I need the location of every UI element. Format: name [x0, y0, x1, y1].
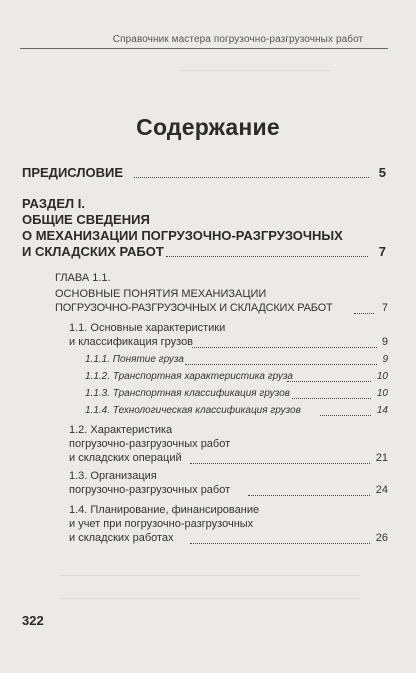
toc-leader	[166, 256, 368, 257]
page-number: 322	[22, 613, 44, 628]
running-head: Справочник мастера погрузочно-разгрузочных работ	[112, 34, 364, 45]
toc-item-label: 1.1.3. Транспортная классификация грузов	[85, 388, 290, 399]
toc-preface-page: 5	[378, 165, 386, 180]
toc-section-line: ОБЩИЕ СВЕДЕНИЯ	[22, 212, 150, 227]
toc-leader	[192, 347, 377, 348]
toc-section-line: О МЕХАНИЗАЦИИ ПОГРУЗОЧНО-РАЗГРУЗОЧНЫХ	[22, 228, 343, 243]
toc-item-label: 1.1.1. Понятие груза	[85, 354, 184, 365]
toc-leader	[248, 495, 370, 496]
toc-subsection-line: погрузочно-разгрузочных работ	[69, 438, 231, 450]
toc-subsection-line: и складских операций	[69, 452, 182, 464]
header-rule	[20, 48, 388, 49]
toc-item-page: 14	[376, 405, 388, 416]
toc-leader	[185, 364, 377, 365]
page-title: Содержание	[136, 114, 280, 140]
toc-chapter-line: ОСНОВНЫЕ ПОНЯТИЯ МЕХАНИЗАЦИИ	[55, 288, 267, 300]
toc-item-label: 1.1.4. Технологическая классификация грузов	[85, 405, 301, 416]
toc-leader	[292, 398, 371, 399]
toc-leader	[320, 415, 371, 416]
toc-subsection-line: 1.4. Планирование, финансирование	[69, 504, 260, 516]
toc-leader	[190, 463, 370, 464]
toc-chapter-line: ПОГРУЗОЧНО-РАЗГРУЗОЧНЫХ И СКЛАДСКИХ РАБОТ	[55, 302, 333, 314]
toc-preface-label: ПРЕДИСЛОВИЕ	[22, 165, 123, 180]
toc-subsection-page: 24	[375, 484, 388, 496]
toc-chapter-heading: ГЛАВА 1.1.	[55, 272, 111, 284]
toc-item-page: 9	[382, 354, 388, 365]
toc-subsection-line: и учет при погрузочно-разгрузочных	[69, 518, 254, 530]
toc-subsection-line: 1.3. Организация	[69, 470, 157, 482]
toc-leader	[134, 177, 369, 178]
toc-subsection-line: погрузочно-разгрузочных работ	[69, 484, 231, 496]
toc-leader	[190, 543, 370, 544]
toc-section-line: И СКЛАДСКИХ РАБОТ	[22, 244, 164, 259]
show-through-mark	[180, 70, 330, 71]
toc-subsection-page: 9	[381, 336, 388, 348]
toc-leader	[287, 381, 371, 382]
toc-subsection-page: 26	[375, 532, 388, 544]
toc-subsection-line: и классификация грузов	[69, 336, 194, 348]
toc-subsection-line: 1.1. Основные характеристики	[69, 322, 226, 334]
toc-subsection-line: 1.2. Характеристика	[69, 424, 173, 436]
show-through-mark	[60, 598, 360, 599]
toc-section-heading: РАЗДЕЛ I.	[22, 196, 85, 211]
toc-section-page: 7	[378, 244, 386, 259]
toc-subsection-line: и складских работах	[69, 532, 174, 544]
show-through-mark	[60, 575, 360, 576]
toc-item-page: 10	[376, 371, 388, 382]
toc-subsection-page: 21	[375, 452, 388, 464]
toc-item-label: 1.1.2. Транспортная характеристика груза	[85, 371, 293, 382]
toc-leader	[354, 313, 374, 314]
toc-item-page: 10	[376, 388, 388, 399]
toc-chapter-page: 7	[381, 302, 388, 314]
